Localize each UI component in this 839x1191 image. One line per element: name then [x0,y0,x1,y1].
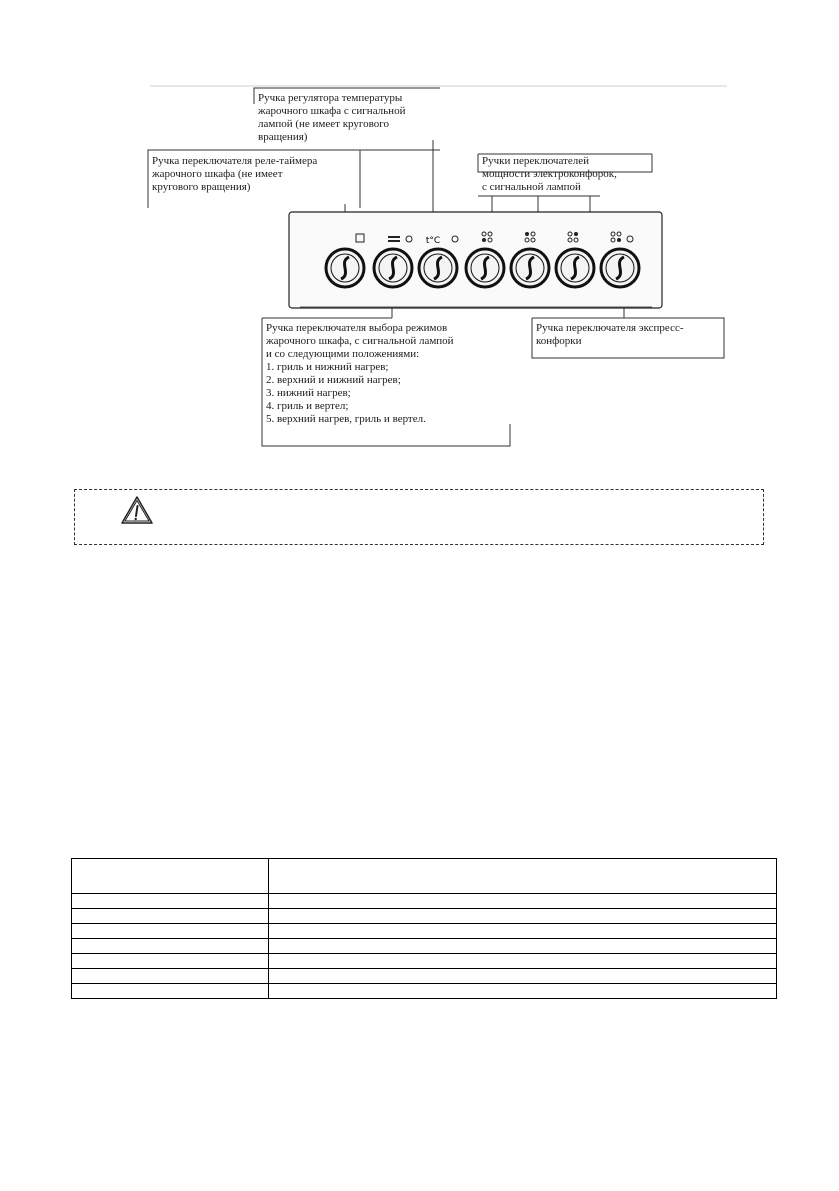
label-relay-timer: Ручка переключателя реле-таймера жарочного шкафа (не имеет кругового вращения) [152,155,318,193]
label-mode-selector: Ручка переключателя выбора режимов жарочного шкафа, с сигнальной лампой и со следующими положениями: 1. гриль и нижний нагрев; 2. верхний и нижний нагрев; 3. нижний нагрев; 4. гриль и вертел; 5. верхний нагрев, гриль и вертел. [266,322,454,425]
table-header-row [72,859,777,894]
spec-table [71,858,777,999]
table-row [72,894,777,909]
express-hob-knob [601,249,639,287]
table-cell [269,969,777,984]
warning-triangle-icon [119,494,155,526]
table-cell [72,969,269,984]
hob-knob-3 [556,249,594,287]
table-row [72,984,777,999]
table-cell [72,939,269,954]
table-cell [72,924,269,939]
table-cell [72,894,269,909]
temp-symbol: t°C [425,236,441,246]
label-temp-regulator: Ручка регулятора температуры жарочного шкафа с сигнальной лампой (не имеет кругового вращения) [258,92,406,143]
mode-selector-knob [374,249,412,287]
label-express-hob: Ручка переключателя экспресс- конфорки [536,322,684,347]
label-hob-power: Ручки переключателей мощности электроконфорок, с сигнальной лампой [482,155,617,193]
warning-box [74,489,764,545]
table-row [72,909,777,924]
table-cell [269,939,777,954]
table-cell [269,984,777,999]
hob-knob-1 [466,249,504,287]
table-cell [269,859,777,894]
temp-regulator-knob [419,249,457,287]
table-cell [72,984,269,999]
table-cell [269,924,777,939]
relay-timer-knob [326,249,364,287]
hob-knob-2 [511,249,549,287]
table-row [72,924,777,939]
table-cell [72,954,269,969]
table-row [72,939,777,954]
table-cell [72,909,269,924]
table-row [72,954,777,969]
table-cell [269,894,777,909]
table-row [72,969,777,984]
table-cell [72,859,269,894]
table-cell [269,909,777,924]
table-cell [269,954,777,969]
